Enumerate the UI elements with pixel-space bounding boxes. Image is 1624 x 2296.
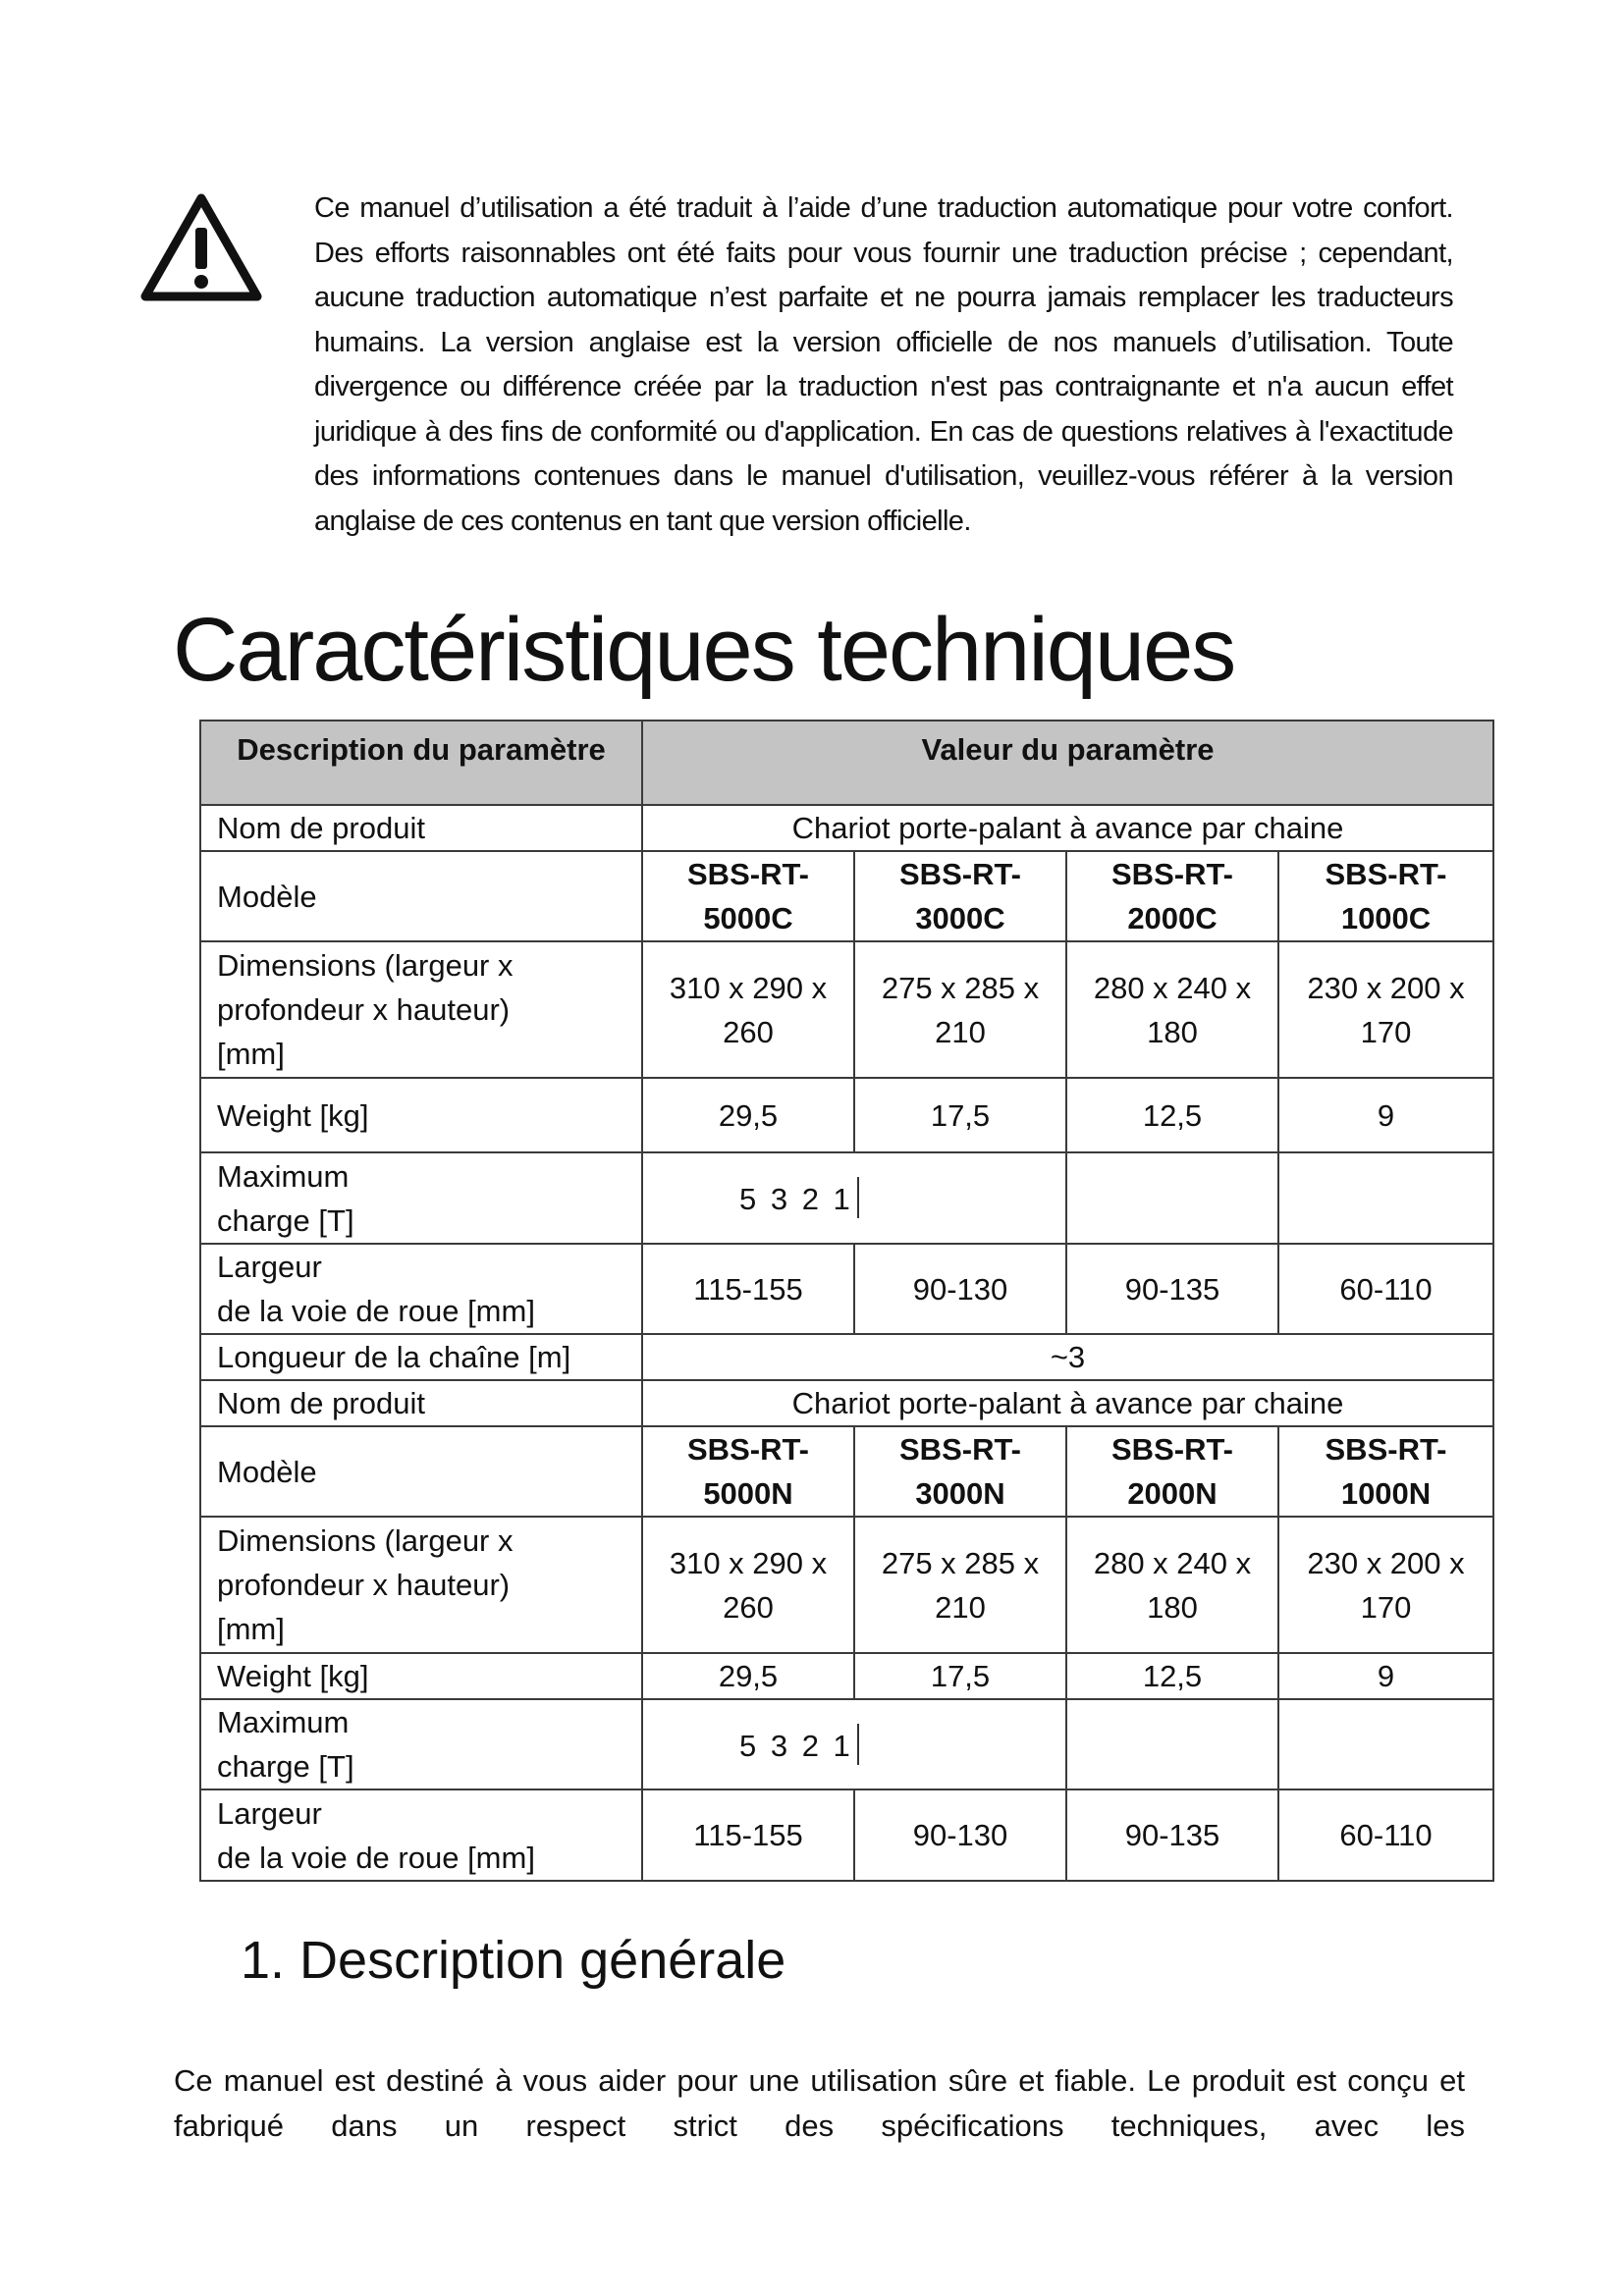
track-label: Largeur de la voie de roue [mm] bbox=[200, 1789, 642, 1881]
charge-label: Maximum charge [T] bbox=[200, 1152, 642, 1244]
dims-cell: 275 x 285 x 210 bbox=[854, 941, 1066, 1078]
empty-cell bbox=[1066, 1152, 1278, 1244]
dims-cell: 310 x 290 x 260 bbox=[642, 941, 854, 1078]
table-row bbox=[200, 941, 1493, 1078]
table-row bbox=[200, 1244, 1493, 1334]
product-label: Nom de produit bbox=[200, 1380, 642, 1426]
table-row bbox=[200, 1152, 1493, 1244]
track-cell: 115-155 bbox=[642, 1789, 854, 1881]
weight-cell: 9 bbox=[1278, 1653, 1493, 1699]
translation-notice bbox=[137, 187, 1453, 599]
model-cell: SBS-RT- 3000C bbox=[854, 851, 1066, 941]
dims-label: Dimensions (largeur x profondeur x hauteur) [mm] bbox=[200, 1517, 642, 1653]
table-row bbox=[200, 1517, 1493, 1653]
weight-cell: 29,5 bbox=[642, 1078, 854, 1152]
table-row bbox=[200, 1789, 1493, 1881]
model-cell: SBS-RT- 1000C bbox=[1278, 851, 1493, 941]
table-row bbox=[200, 1426, 1493, 1517]
spec-table bbox=[199, 720, 1494, 1882]
weight-cell: 17,5 bbox=[854, 1078, 1066, 1152]
table-header-row bbox=[200, 721, 1493, 805]
charge-cell bbox=[642, 1699, 1066, 1789]
weight-cell: 17,5 bbox=[854, 1653, 1066, 1699]
table-row bbox=[200, 1380, 1493, 1426]
track-cell: 60-110 bbox=[1278, 1244, 1493, 1334]
track-cell: 90-130 bbox=[854, 1244, 1066, 1334]
weight-label: Weight [kg] bbox=[200, 1078, 642, 1152]
empty-cell bbox=[1278, 1152, 1493, 1244]
product-label: Nom de produit bbox=[200, 805, 642, 851]
track-cell: 90-135 bbox=[1066, 1244, 1278, 1334]
charge-divider bbox=[857, 1177, 859, 1218]
chain-value: ~3 bbox=[642, 1334, 1493, 1380]
page-title: Caractéristiques techniques bbox=[173, 600, 1235, 700]
weight-cell: 29,5 bbox=[642, 1653, 854, 1699]
track-cell: 90-130 bbox=[854, 1789, 1066, 1881]
body-paragraph: Ce manuel est destiné à vous aider pour une utilisation sûre et fiable. Le produit est conçu et fabriqué dans un respect strict des spécifications techniques, avec les bbox=[174, 2063, 1465, 2143]
chain-label: Longueur de la chaîne [m] bbox=[200, 1334, 642, 1380]
charge-label: Maximum charge [T] bbox=[200, 1699, 642, 1789]
model-label: Modèle bbox=[200, 1426, 642, 1517]
model-cell: SBS-RT- 2000N bbox=[1066, 1426, 1278, 1517]
dims-cell: 275 x 285 x 210 bbox=[854, 1517, 1066, 1653]
charge-divider bbox=[857, 1724, 859, 1765]
model-cell: SBS-RT- 3000N bbox=[854, 1426, 1066, 1517]
table-row bbox=[200, 1078, 1493, 1152]
charge-values: 5 3 2 1 bbox=[739, 1182, 853, 1216]
notice-text: Ce manuel d’utilisation a été traduit à l’aide d’une traduction automatique pour votre confort. Des efforts raisonnables ont été faits pour vous fournir une traduction précise ; cependant, aucune traduction automatique n’est parfaite et ne pourra jamais remplacer les traducteurs humains. La version anglaise est la version officielle de nos manuels d’utilisation. Toute divergence ou différence créée par la traduction n'est pas contraignante et n'a aucun effet juridique à des fins de conformité ou d'application. En cas de questions relatives à l'exactitude des informations contenues dans le manuel d'utilisation, veuillez-vous référer à la version anglaise de ces contenus en tant que version officielle. bbox=[314, 192, 1453, 537]
dims-cell: 230 x 200 x 170 bbox=[1278, 1517, 1493, 1653]
header-param: Description du paramètre bbox=[200, 721, 642, 805]
weight-cell: 9 bbox=[1278, 1078, 1493, 1152]
weight-label: Weight [kg] bbox=[200, 1653, 642, 1699]
dims-cell: 280 x 240 x 180 bbox=[1066, 1517, 1278, 1653]
track-cell: 115-155 bbox=[642, 1244, 854, 1334]
model-label: Modèle bbox=[200, 851, 642, 941]
table-row bbox=[200, 805, 1493, 851]
empty-cell bbox=[1066, 1699, 1278, 1789]
table-row bbox=[200, 1653, 1493, 1699]
header-value: Valeur du paramètre bbox=[642, 721, 1493, 805]
table-row bbox=[200, 851, 1493, 941]
model-cell: SBS-RT- 1000N bbox=[1278, 1426, 1493, 1517]
empty-cell bbox=[1278, 1699, 1493, 1789]
dims-cell: 310 x 290 x 260 bbox=[642, 1517, 854, 1653]
track-cell: 90-135 bbox=[1066, 1789, 1278, 1881]
track-cell: 60-110 bbox=[1278, 1789, 1493, 1881]
model-cell: SBS-RT- 2000C bbox=[1066, 851, 1278, 941]
track-label: Largeur de la voie de roue [mm] bbox=[200, 1244, 642, 1334]
model-cell: SBS-RT- 5000C bbox=[642, 851, 854, 941]
warning-triangle-icon bbox=[137, 190, 265, 304]
charge-values: 5 3 2 1 bbox=[739, 1729, 853, 1763]
table-row bbox=[200, 1334, 1493, 1380]
dims-label: Dimensions (largeur x profondeur x hauteur) [mm] bbox=[200, 941, 642, 1078]
dims-cell: 280 x 240 x 180 bbox=[1066, 941, 1278, 1078]
model-cell: SBS-RT- 5000N bbox=[642, 1426, 854, 1517]
dims-cell: 230 x 200 x 170 bbox=[1278, 941, 1493, 1078]
charge-cell bbox=[642, 1152, 1066, 1244]
section-heading: 1. Description générale bbox=[241, 1931, 786, 1990]
product-value: Chariot porte-palant à avance par chaine bbox=[642, 805, 1493, 851]
table-row bbox=[200, 1699, 1493, 1789]
weight-cell: 12,5 bbox=[1066, 1078, 1278, 1152]
product-value: Chariot porte-palant à avance par chaine bbox=[642, 1380, 1493, 1426]
weight-cell: 12,5 bbox=[1066, 1653, 1278, 1699]
